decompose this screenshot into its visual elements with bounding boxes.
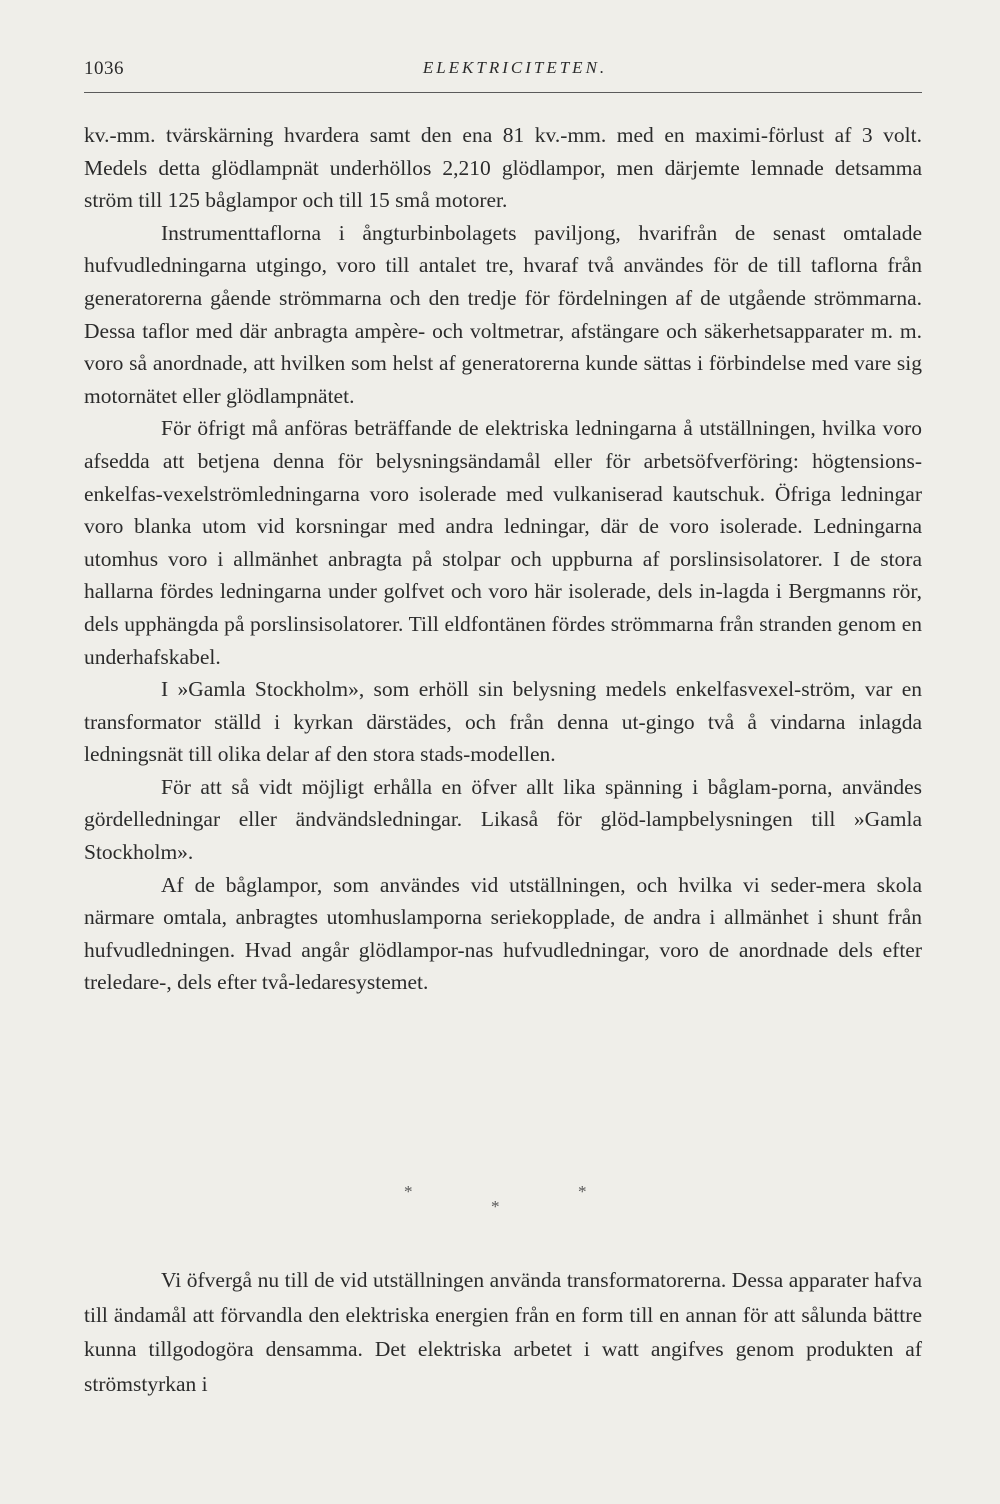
body-text-lower xyxy=(84,1263,922,1401)
paragraph: Instrumenttaflorna i ångturbinbolagets paviljong, hvarifrån de senast omtalade hufvudledningarna utgingo, voro till antalet tre, hvaraf två användes för de till taflorna från generatorerna gående strömmarna och den tredje för fördelningen af de utgående strömmarna. Dessa taflor med där anbragta ampère- och voltmetrar, afstängare och säkerhetsapparater m. m. voro så anordnade, att hvilken som helst af generatorerna kunde sättas i förbindelse med vare sig motornätet eller glödlampnätet. xyxy=(84,220,922,408)
paragraph: Af de båglampor, som användes vid utställningen, och hvilka vi seder-mera skola närmare omtala, anbragtes utomhuslamporna seriekopplade, de andra i allmänhet i shunt från hufvudledningen. Hvad angår glödlampor-nas hufvudledningar, voro de anordnade dels efter treledare-, dels efter två-ledaresystemet. xyxy=(84,872,922,995)
asterisk-left: * xyxy=(404,1182,413,1201)
asterisk-right: * xyxy=(578,1182,587,1201)
header-rule xyxy=(84,92,922,93)
page-number: 1036 xyxy=(84,58,124,79)
paragraph: För att så vidt möjligt erhålla en öfver allt lika spänning i båglam-porna, användes gördelledningar eller ändvändsledningar. Likaså för glöd-lampbelysningen till »Gamla Stockholm». xyxy=(84,774,922,865)
section-break-asterism xyxy=(84,1182,922,1222)
paragraph: För öfrigt må anföras beträffande de elektriska ledningarna å utställningen, hvilka voro afsedda att betjena denna för belysningsändamål eller för arbetsöfverföring: högtensions-enkelfas-vexelströmledningarna voro isolerade med vulkaniserad kautschuk. Öfriga ledningar voro blanka utom vid korsningar med andra ledningar, där de voro isolerade. Ledningarna utomhus voro i allmänhet anbragta på stolpar och uppburna af porslinsisolatorer. I de stora hallarna fördes ledningarna under golfvet och voro här isolerade, dels in-lagda i Bergmanns rör, dels upphängda på porslinsisolatorer. Till eldfontänen fördes strömmarna från stranden genom en underhafskabel. xyxy=(84,416,922,669)
running-title: ELEKTRICITETEN. xyxy=(422,58,608,77)
asterisk-middle: * xyxy=(491,1197,500,1216)
paragraph: Vi öfvergå nu till de vid utställningen använda transformatorerna. Dessa apparater hafva till ändamål att förvandla den elektriska energien från en form till en annan för att sålunda bättre kunna tillgodogöra densamma. Det elektriska arbetet i watt angifves genom produkten af strömstyrkan i xyxy=(84,1268,922,1396)
paragraph: I »Gamla Stockholm», som erhöll sin belysning medels enkelfasvexel-ström, var en transformator ställd i kyrkan därstädes, och från denna ut-gingo två å vindarna inlagda ledningsnät till olika delar af den stora stads-modellen. xyxy=(84,677,922,767)
page-header xyxy=(84,58,922,88)
paragraph: kv.-mm. tvärskärning hvardera samt den ena 81 kv.-mm. med en maximi-förlust af 3 volt. Medels detta glödlampnät underhöllos 2,210 glödlampor, men därjemte lemnade detsamma ström till 125 båglampor och till 15 små motorer. xyxy=(84,123,922,213)
body-text xyxy=(84,119,922,999)
